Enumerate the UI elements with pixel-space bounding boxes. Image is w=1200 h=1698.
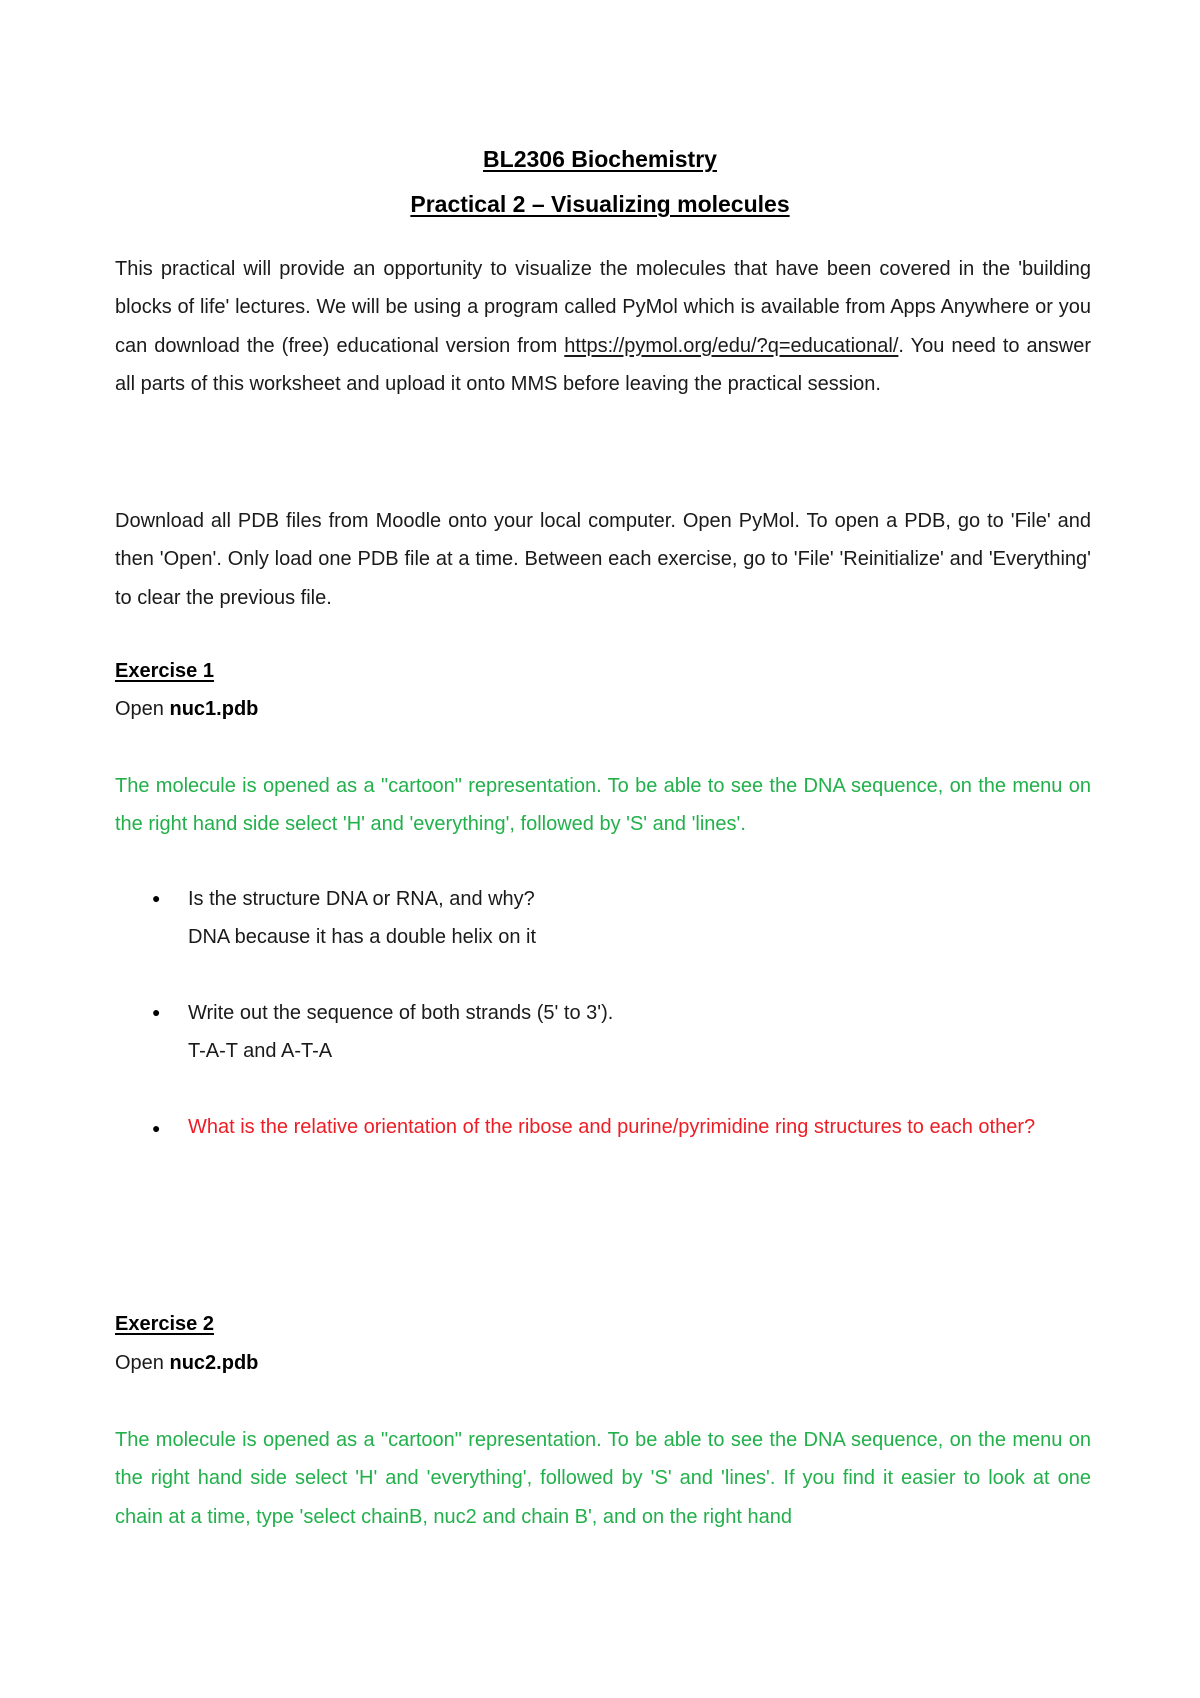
exercise-1-question-2 [188,994,1091,1071]
course-title: BL2306 Biochemistry [483,146,717,172]
bullet-icon: ● [152,1004,161,1020]
exercise-1-question-1 [188,880,1091,957]
answer-text: DNA because it has a double helix on it [188,926,536,949]
bullet-icon: ● [152,890,161,906]
question-text: Write out the sequence of both strands (5' to 3'). [188,1002,614,1024]
pymol-edu-link[interactable]: https://pymol.org/edu/?q=educational/ [564,334,899,357]
practical-title: Practical 2 – Visualizing molecules [410,191,790,217]
intro-paragraph [115,250,1091,403]
open-label: Open [115,1352,170,1374]
exercise-2-hint: The molecule is opened as a "cartoon" representation. To be able to see the DNA sequence, on the menu on the right hand side select 'H' and 'everything', followed by 'S' and 'lines'. If you find it easier to look at one chain at a time, type 'select chainB, nuc2 and chain B', and on the right hand [115,1429,1091,1528]
bullet-icon: ● [152,1120,161,1136]
exercise-2-file: nuc2.pdb [169,1352,259,1374]
exercise-1-heading: Exercise 1 [115,660,214,682]
intro-text: This practical will provide an opportunity to visualize the molecules that have been covered in the 'building blocks of life' lectures. We will be using a program called PyMol which is available from Apps Anywhere or you can download the (free) educational version from [115,258,1091,357]
instructions-paragraph: Download all PDB files from Moodle onto your local computer. Open PyMol. To open a PDB, go to 'File' and then 'Open'. Only load one PDB file at a time. Between each exercise, go to 'File' 'Reinitialize' and 'Everything' to clear the previous file. [115,510,1091,609]
exercise-1-hint: The molecule is opened as a "cartoon" representation. To be able to see the DNA sequence, on the menu on the right hand side select 'H' and 'everything', followed by 'S' and 'lines'. [115,775,1091,836]
exercise-1-open-line [115,698,258,721]
exercise-1-file: nuc1.pdb [169,698,259,720]
question-text: Is the structure DNA or RNA, and why? [188,888,535,910]
exercise-1-question-3: What is the relative orientation of the ribose and purine/pyrimidine ring structures to each other? [188,1116,1036,1138]
exercise-2-heading: Exercise 2 [115,1313,214,1335]
open-label: Open [115,698,170,720]
answer-text: T-A-T and A-T-A [188,1040,333,1063]
intro-text-end: . You need to answer all parts of this worksheet and upload it onto MMS before leaving the practical session. [115,334,1091,395]
exercise-2-open-line [115,1352,258,1375]
